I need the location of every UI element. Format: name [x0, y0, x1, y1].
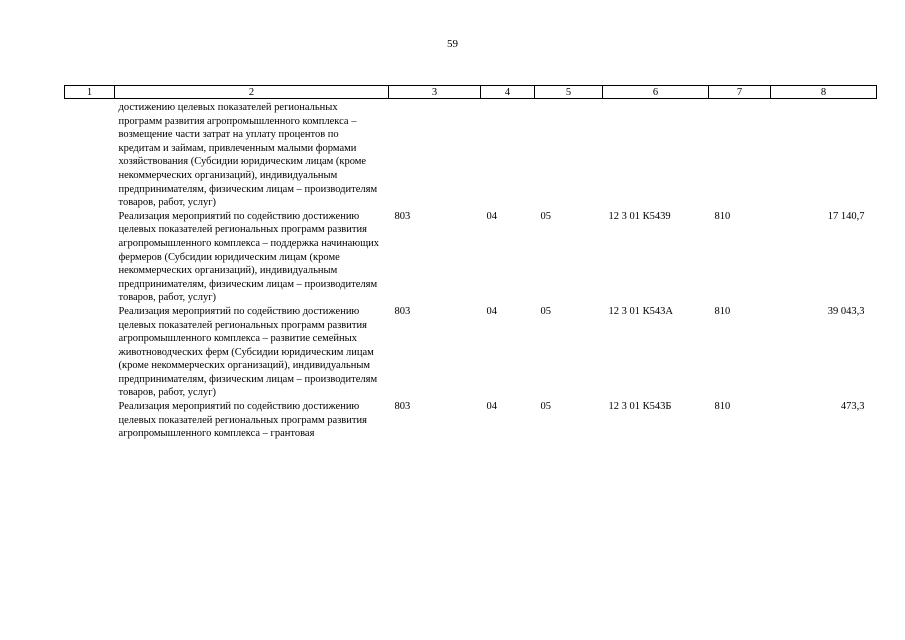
row-name-cell: Реализация мероприятий по содействию достижению целевых показателей региональных программ развития агропромышленного комплекса – развитие семейных животноводческих ферм (Субсидии юридическим лицам (кроме некоммерческих организаций), индивидуальным предпринимателям, физическим лицам – производителям товаров, работ, услуг)	[118, 305, 378, 399]
ministry-code-cell	[389, 99, 481, 210]
expense-type-cell: 810	[714, 210, 731, 222]
table-header-row	[65, 86, 877, 99]
column-header-4: 4	[481, 86, 535, 99]
section-code-cell: 04	[486, 210, 497, 222]
expense-type-cell	[709, 99, 771, 210]
column-header-2: 2	[115, 86, 389, 99]
ministry-code-cell: 803	[394, 305, 411, 317]
ministry-code-cell: 803	[394, 210, 411, 222]
target-article-cell: 12 3 01 К543Б	[608, 401, 672, 413]
column-header-7: 7	[709, 86, 771, 99]
column-header-3: 3	[389, 86, 481, 99]
page-number: 59	[447, 38, 458, 50]
expense-type-cell: 810	[714, 305, 731, 317]
column-header-8: 8	[771, 86, 877, 99]
table-row	[65, 210, 877, 305]
target-article-cell	[603, 99, 709, 210]
target-article-cell: 12 3 01 К5439	[608, 210, 671, 222]
subsection-code-cell: 05	[540, 210, 551, 222]
column-header-5: 5	[535, 86, 603, 99]
amount-cell: 39 043,3	[827, 305, 865, 317]
subsection-code-cell	[535, 99, 603, 210]
table-row	[65, 99, 877, 210]
amount-cell: 17 140,7	[827, 210, 865, 222]
section-code-cell: 04	[486, 305, 497, 317]
amount-cell	[771, 99, 877, 210]
row-number-cell	[65, 210, 115, 305]
row-name-cell: Реализация мероприятий по содействию достижению целевых показателей региональных программ развития агропромышленного комплекса – грантовая	[118, 401, 367, 440]
column-header-1: 1	[65, 86, 115, 99]
section-code-cell: 04	[486, 401, 497, 413]
column-header-6: 6	[603, 86, 709, 99]
row-name-cell: достижению целевых показателей региональных программ развития агропромышленного комплекса – возмещение части затрат на уплату процентов по кредитам и займам, привлеченным малыми формами хозяйствования (Субсидии юридическим лицам (кроме некоммерческих организаций), индивидуальным предпринимателям, физическим лицам – производителям товаров, работ, услуг)	[118, 102, 378, 209]
subsection-code-cell: 05	[540, 401, 551, 413]
row-number-cell	[65, 305, 115, 400]
expense-type-cell: 810	[714, 401, 731, 413]
row-number-cell	[65, 400, 115, 441]
subsection-code-cell: 05	[540, 305, 551, 317]
ministry-code-cell: 803	[394, 401, 411, 413]
target-article-cell: 12 3 01 К543А	[608, 305, 673, 317]
table-row	[65, 305, 877, 400]
budget-table	[64, 85, 877, 441]
table-row	[65, 400, 877, 441]
amount-cell: 473,3	[840, 401, 865, 413]
row-name-cell: Реализация мероприятий по содействию достижению целевых показателей региональных программ развития агропромышленного комплекса – поддержка начинающих фермеров (Субсидии юридическим лицам (кроме некоммерческих организаций), индивидуальным предпринимателям, физическим лицам – производителям товаров, работ, услуг)	[118, 210, 380, 304]
row-number-cell	[65, 99, 115, 210]
section-code-cell	[481, 99, 535, 210]
